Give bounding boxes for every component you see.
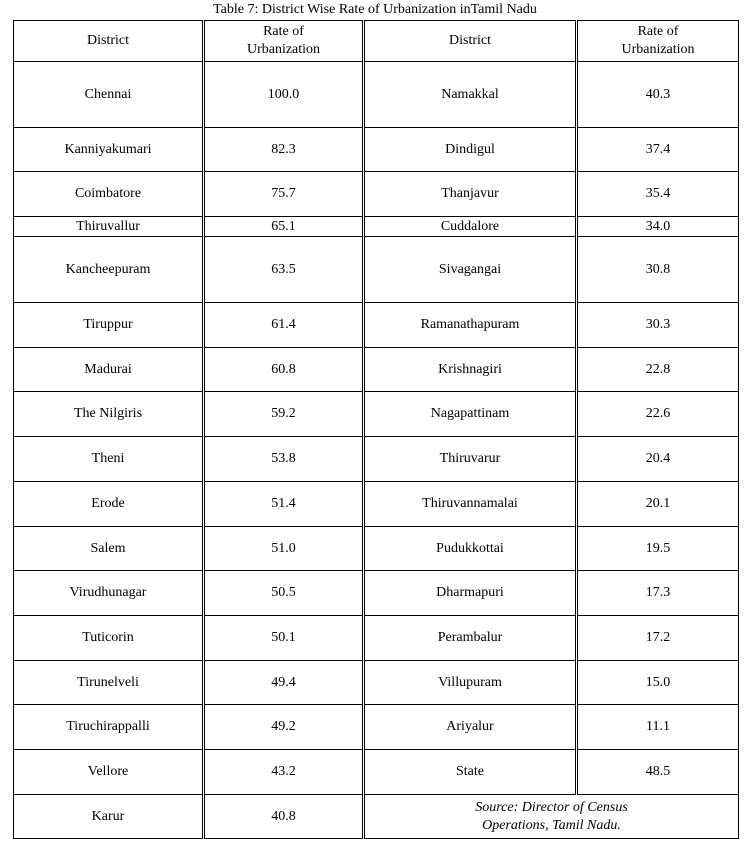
district-cell: Thiruvallur (14, 217, 204, 237)
district-cell: Pudukkottai (364, 527, 577, 571)
district-cell: Tiruppur (14, 303, 204, 348)
district-cell: The Nilgiris (14, 392, 204, 437)
rate-cell: 20.1 (577, 482, 739, 527)
table-row (14, 437, 739, 482)
rate-cell: 22.6 (577, 392, 739, 437)
table-row (14, 661, 739, 705)
rate-cell: 61.4 (204, 303, 364, 348)
table-row (14, 795, 739, 839)
rate-cell: 30.3 (577, 303, 739, 348)
district-cell: State (364, 750, 577, 795)
district-cell: Thanjavur (364, 172, 577, 217)
district-cell: Vellore (14, 750, 204, 795)
rate-cell: 51.0 (204, 527, 364, 571)
district-cell: Theni (14, 437, 204, 482)
rate-cell: 17.3 (577, 571, 739, 616)
source-note (364, 795, 739, 839)
rate-cell: 100.0 (204, 62, 364, 128)
district-cell: Thiruvarur (364, 437, 577, 482)
district-cell: Ariyalur (364, 705, 577, 750)
district-cell: Kanniyakumari (14, 128, 204, 172)
table-row (14, 571, 739, 616)
table-row (14, 527, 739, 571)
district-cell: Ramanathapuram (364, 303, 577, 348)
source-line-1: Source: Director of Census (475, 799, 628, 815)
header-district-right: District (364, 21, 577, 62)
district-cell: Dindigul (364, 128, 577, 172)
rate-cell: 30.8 (577, 237, 739, 303)
rate-cell: 50.1 (204, 616, 364, 661)
table-row (14, 750, 739, 795)
table-row (14, 237, 739, 303)
rate-cell: 40.3 (577, 62, 739, 128)
district-cell: Dharmapuri (364, 571, 577, 616)
rate-cell: 37.4 (577, 128, 739, 172)
rate-cell: 51.4 (204, 482, 364, 527)
district-cell: Madurai (14, 348, 204, 392)
district-cell: Erode (14, 482, 204, 527)
table-row (14, 392, 739, 437)
rate-cell: 19.5 (577, 527, 739, 571)
district-cell: Tiruchirappalli (14, 705, 204, 750)
table-row (14, 128, 739, 172)
district-cell: Krishnagiri (364, 348, 577, 392)
district-cell: Sivagangai (364, 237, 577, 303)
district-cell: Cuddalore (364, 217, 577, 237)
table-row (14, 348, 739, 392)
district-cell: Coimbatore (14, 172, 204, 217)
table-row (14, 303, 739, 348)
table-row (14, 482, 739, 527)
table-caption: Table 7: District Wise Rate of Urbanization inTamil Nadu (213, 2, 537, 17)
rate-cell: 40.8 (204, 795, 364, 839)
rate-cell: 15.0 (577, 661, 739, 705)
header-rate-left: Rate of Urbanization (204, 21, 364, 62)
rate-cell: 63.5 (204, 237, 364, 303)
rate-cell: 43.2 (204, 750, 364, 795)
rate-cell: 34.0 (577, 217, 739, 237)
rate-cell: 49.4 (204, 661, 364, 705)
rate-cell: 53.8 (204, 437, 364, 482)
rate-cell: 50.5 (204, 571, 364, 616)
district-cell: Virudhunagar (14, 571, 204, 616)
district-cell: Villupuram (364, 661, 577, 705)
district-cell: Tirunelveli (14, 661, 204, 705)
table-row (14, 217, 739, 237)
rate-cell: 22.8 (577, 348, 739, 392)
district-cell: Thiruvannamalai (364, 482, 577, 527)
rate-cell: 49.2 (204, 705, 364, 750)
district-cell: Chennai (14, 62, 204, 128)
rate-cell: 60.8 (204, 348, 364, 392)
rate-cell: 65.1 (204, 217, 364, 237)
district-cell: Tuticorin (14, 616, 204, 661)
rate-cell: 35.4 (577, 172, 739, 217)
header-district-left: District (14, 21, 204, 62)
district-cell: Salem (14, 527, 204, 571)
district-cell: Kancheepuram (14, 237, 204, 303)
rate-cell: 82.3 (204, 128, 364, 172)
table-row (14, 705, 739, 750)
table-header-row (14, 21, 739, 62)
rate-cell: 20.4 (577, 437, 739, 482)
rate-cell: 75.7 (204, 172, 364, 217)
urbanization-table (13, 20, 739, 839)
district-cell: Perambalur (364, 616, 577, 661)
rate-cell: 11.1 (577, 705, 739, 750)
rate-cell: 17.2 (577, 616, 739, 661)
table-row (14, 616, 739, 661)
header-rate-right: Rate of Urbanization (577, 21, 739, 62)
table-row (14, 62, 739, 128)
district-cell: Karur (14, 795, 204, 839)
district-cell: Namakkal (364, 62, 577, 128)
district-cell: Nagapattinam (364, 392, 577, 437)
table-row (14, 172, 739, 217)
source-line-2: Operations, Tamil Nadu. (482, 817, 621, 833)
rate-cell: 48.5 (577, 750, 739, 795)
rate-cell: 59.2 (204, 392, 364, 437)
